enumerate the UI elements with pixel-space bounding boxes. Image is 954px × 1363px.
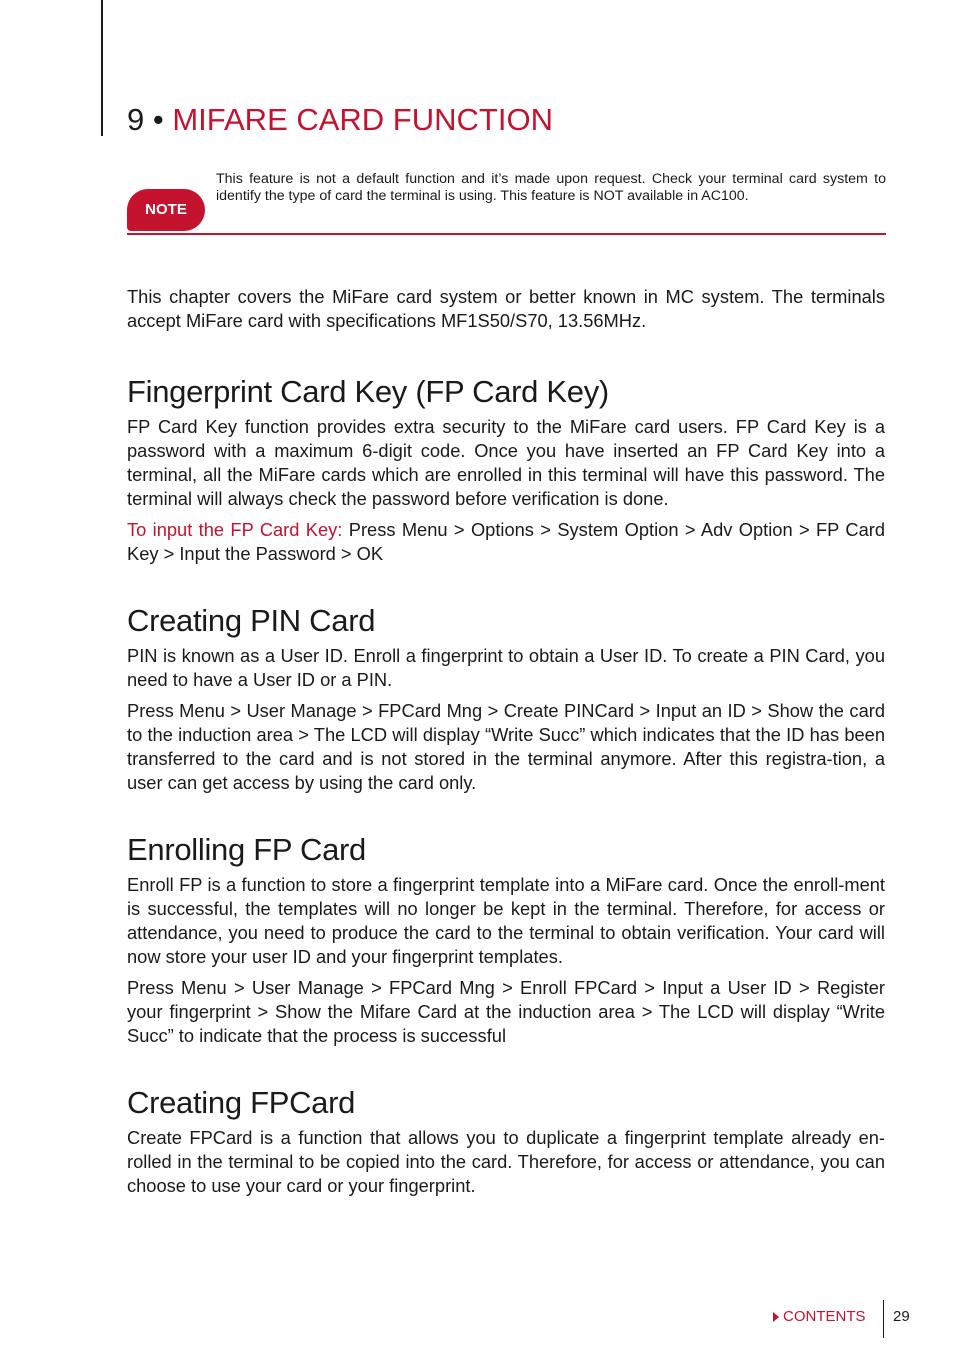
- intro-paragraph: This chapter covers the MiFare card system or better known in MC system. The terminals accept MiFare card with specifications MF1S50/S70, 13.56MHz.: [127, 286, 885, 331]
- chapter-name: MIFARE CARD FUNCTION: [172, 102, 553, 137]
- triangle-right-icon: [773, 1312, 779, 1322]
- page-number: 29: [893, 1308, 910, 1325]
- main-content: [127, 285, 885, 1205]
- section-heading-creating-fpcard: Creating FPCard: [127, 1085, 356, 1120]
- section-paragraph: Enroll FP is a function to store a fingerprint template into a MiFare card. Once the enroll-ment is successful, the templates will no longer be kept in the terminal. Therefore, for access or attendance, you need to produce the card to the terminal to obtain verification. Your card will now store your user ID and your fingerprint templates.: [127, 874, 885, 967]
- note-badge: NOTE: [127, 189, 205, 231]
- chapter-title: [127, 100, 553, 140]
- section-heading-enrolling-fp-card: Enrolling FP Card: [127, 832, 366, 867]
- section-paragraph: FP Card Key function provides extra security to the MiFare card users. FP Card Key is a password with a maximum 6-digit code. Once you have inserted an FP Card Key into a terminal, all the MiFare cards which are enrolled in this terminal will have this password. The terminal will always check the password before verification is done.: [127, 416, 885, 509]
- chapter-number: 9 •: [127, 102, 164, 137]
- contents-link[interactable]: [773, 1308, 866, 1325]
- instruction-text: Press Menu > Options > System Option > Adv Option > FP Card Key > Input the Password > OK: [127, 519, 886, 564]
- section-paragraph: PIN is known as a User ID. Enroll a fingerprint to obtain a User ID. To create a PIN Card, you need to have a User ID or a PIN.: [127, 645, 885, 690]
- margin-rule: [101, 0, 103, 136]
- note-text: This feature is not a default function and it’s made upon request. Check your terminal card system to identify the type of card the terminal is using. This feature is NOT available in AC100.: [216, 171, 886, 204]
- instruction-paragraph: Press Menu > User Manage > FPCard Mng > Enroll FPCard > Input a User ID > Register your fingerprint > Show the Mifare Card at the induction area > The LCD will display “Write Succ” to indicate that the process is successful: [127, 977, 885, 1046]
- section-paragraph: Create FPCard is a function that allows you to duplicate a fingerprint template already en-rolled in the terminal to be copied into the card. Therefore, for access or attendance, you can choose to use your card or your fingerprint.: [127, 1127, 885, 1196]
- contents-label: CONTENTS: [783, 1308, 866, 1325]
- note-box: [127, 171, 886, 235]
- section-heading-fp-card-key: Fingerprint Card Key (FP Card Key): [127, 374, 609, 409]
- section-heading-pin-card: Creating PIN Card: [127, 603, 376, 638]
- instruction-paragraph: [127, 518, 885, 566]
- instruction-paragraph: Press Menu > User Manage > FPCard Mng > Create PINCard > Input an ID > Show the card to the induction area > The LCD will display “Write Succ” which indicates that the ID has been transferred to the card and is not stored in the terminal anymore. After this registra-tion, a user can get access by using the card only.: [127, 700, 885, 793]
- page-footer: [773, 1300, 933, 1338]
- footer-divider: [883, 1300, 884, 1338]
- instruction-lead: To input the FP Card Key:: [127, 519, 343, 540]
